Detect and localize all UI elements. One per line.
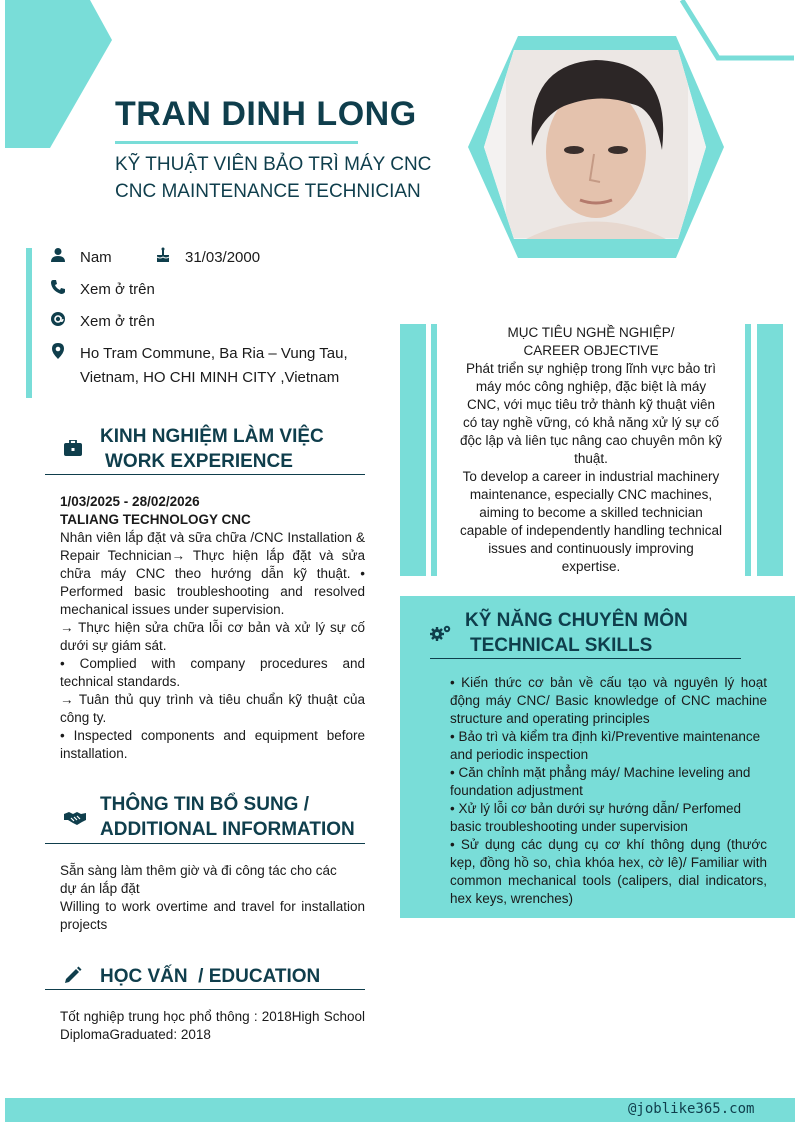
top-left-decoration xyxy=(0,0,120,150)
additional-text xyxy=(60,862,365,934)
phone-value[interactable]: Xem ở trên xyxy=(80,281,155,298)
location-icon xyxy=(50,343,66,359)
work-heading-vi: KINH NGHIỆM LÀM VIỆC xyxy=(100,426,324,447)
work-divider xyxy=(45,474,365,475)
education-heading: HỌC VẤN / EDUCATION xyxy=(100,966,321,987)
career-objective xyxy=(458,324,724,576)
work-line: • Inspected components and equipment before installation. xyxy=(60,728,365,761)
skills-heading xyxy=(465,608,765,658)
skill-item: • Kiến thức cơ bản về cấu tạo và nguyên lý hoạt động máy CNC/ Basic knowledge of CNC machine structure and operating principles xyxy=(450,675,767,726)
work-line: → Thực hiện sửa chữa lỗi cơ bản và xử lý sự cố dưới sự giám sát. xyxy=(60,620,365,653)
name-underline xyxy=(115,141,358,144)
at-icon xyxy=(50,311,66,327)
dob-row xyxy=(155,246,305,270)
objective-bar-left-thick xyxy=(400,324,426,576)
additional-heading-vi: THÔNG TIN BỔ SUNG / xyxy=(100,794,309,815)
education-text: Tốt nghiệp trung học phổ thông : 2018High School DiplomaGraduated: 2018 xyxy=(60,1009,365,1042)
skills-heading-en: TECHNICAL SKILLS xyxy=(470,635,653,656)
pencil-icon xyxy=(64,966,82,984)
dob-value: 31/03/2000 xyxy=(185,249,261,266)
additional-divider xyxy=(45,843,365,844)
work-company: TALIANG TECHNOLOGY CNC xyxy=(60,512,251,527)
work-line: → Tuân thủ quy trình và tiêu chuẩn kỹ thuật của công ty. xyxy=(60,692,365,725)
candidate-name: TRAN DINH LONG xyxy=(115,95,417,133)
skills-heading-vi: KỸ NĂNG CHUYÊN MÔN xyxy=(465,610,688,631)
gender-value: Nam xyxy=(80,249,112,266)
objective-text-vi: Phát triển sự nghiệp trong lĩnh vực bảo trì máy móc công nghiệp, đặc biệt là máy CNC, với mục tiêu trở thành kỹ thuật viên có tay nghề vững, có khả năng xử lý sự cố độc lập và liên tục nâng cao chuyên môn kỹ thuật. xyxy=(460,361,722,466)
briefcase-icon xyxy=(64,440,82,456)
work-period: 1/03/2025 - 28/02/2026 xyxy=(60,494,200,509)
address-row xyxy=(50,342,380,392)
gears-icon xyxy=(430,624,452,642)
skill-item: • Sử dụng các dụng cụ cơ khí thông dụng (thước kẹp, đồng hồ so, chìa khóa hex, cờ lê)/ Familiar with common mechanical tools (calipers, dial indicators, hex keys, wrenches) xyxy=(450,837,767,906)
phone-icon xyxy=(50,279,66,295)
skill-item: • Bảo trì và kiểm tra định kì/Preventive maintenance and periodic inspection xyxy=(450,729,761,762)
job-title-en: CNC MAINTENANCE TECHNICIAN xyxy=(115,181,421,202)
gender-row xyxy=(50,246,170,270)
work-heading xyxy=(100,424,370,474)
email-value[interactable]: Xem ở trên xyxy=(80,313,155,330)
work-entry xyxy=(60,493,365,763)
user-icon xyxy=(50,247,66,263)
skill-item: • Xử lý lỗi cơ bản dưới sự hướng dẫn/ Perfomed basic troubleshooting under supervision xyxy=(450,801,742,834)
objective-heading-1: MỤC TIÊU NGHỀ NGHIỆP/ xyxy=(507,325,675,340)
footer-watermark: @joblike365.com xyxy=(628,1101,755,1117)
additional-heading-en: ADDITIONAL INFORMATION xyxy=(100,819,355,840)
cake-icon xyxy=(155,247,171,263)
skills-list xyxy=(450,674,767,908)
work-line: Nhân viên lắp đặt và sữa chữa /CNC Installation & Repair Technician→ Thực hiện lắp đặt và sửa chữa máy CNC theo hướng dẫn kỹ thuật. • Performed basic troubleshooting and resolved mechanical issues under supervision. xyxy=(60,530,365,617)
work-line: • Complied with company procedures and technical standards. xyxy=(60,656,365,689)
education-divider xyxy=(45,989,365,990)
address-line-2: Vietnam, HO CHI MINH CITY ,Vietnam xyxy=(80,369,340,386)
objective-text-en: To develop a career in industrial machinery maintenance, especially CNC machines, aiming to become a skilled technician capable of independently handling technical issues and continuously improving expertise. xyxy=(460,469,722,574)
email-row xyxy=(50,310,250,334)
address-line-1: Ho Tram Commune, Ba Ria – Vung Tau, xyxy=(80,345,348,362)
profile-photo xyxy=(466,34,726,260)
work-heading-en: WORK EXPERIENCE xyxy=(105,451,293,472)
objective-bar-right-thin xyxy=(745,324,751,576)
job-title-vi: KỸ THUẬT VIÊN BẢO TRÌ MÁY CNC xyxy=(115,154,432,175)
skill-item: • Căn chỉnh mặt phẳng máy/ Machine leveling and foundation adjustment xyxy=(450,765,751,798)
additional-text-en: Willing to work overtime and travel for installation projects xyxy=(60,899,365,932)
objective-bar-left-thin xyxy=(431,324,437,576)
objective-bar-right-thick xyxy=(757,324,783,576)
additional-heading xyxy=(100,792,380,842)
handshake-icon xyxy=(64,810,86,826)
phone-row xyxy=(50,278,250,302)
contact-accent-bar xyxy=(26,248,32,398)
objective-heading-2: CAREER OBJECTIVE xyxy=(523,343,659,358)
skills-divider xyxy=(430,658,741,659)
additional-text-vi: Sẵn sàng làm thêm giờ và đi công tác cho các dự án lắp đặt xyxy=(60,863,337,896)
